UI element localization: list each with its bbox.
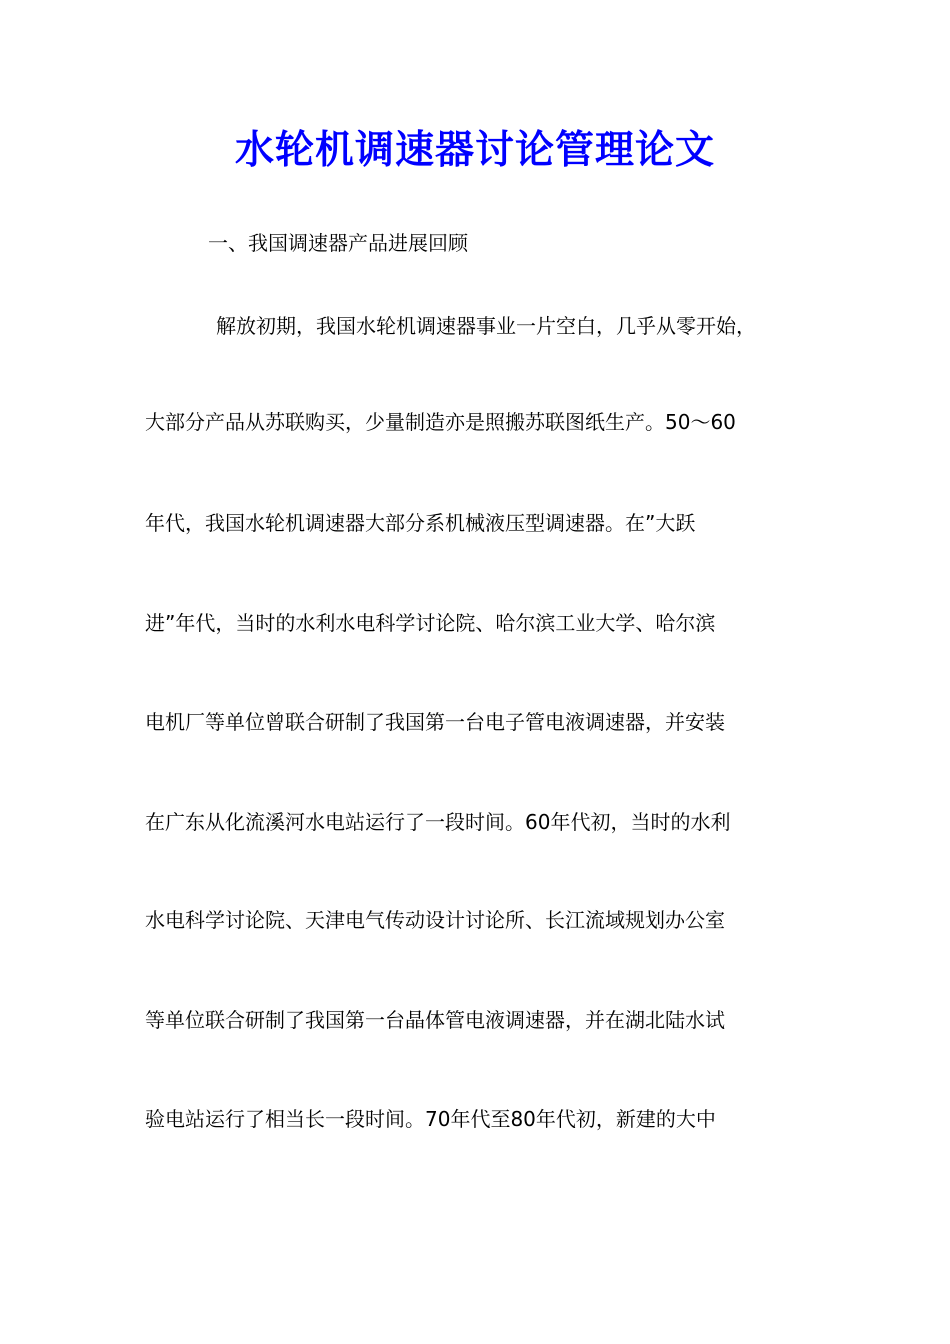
paragraph-line: 验电站运行了相当长一段时间。70年代至80年代初，新建的大中 [145,1107,716,1131]
section-heading: 一、我国调速器产品进展回顾 [208,231,468,255]
paragraph-line: 年代，我国水轮机调速器大部分系机械液压型调速器。在”大跃 [145,511,696,535]
paragraph-line: 解放初期，我国水轮机调速器事业一片空白，几乎从零开始， [216,314,756,338]
paragraph-line: 在广东从化流溪河水电站运行了一段时间。60年代初，当时的水利 [145,810,731,834]
paragraph-line: 大部分产品从苏联购买，少量制造亦是照搬苏联图纸生产。50～60 [145,410,736,434]
paragraph-line: 等单位联合研制了我国第一台晶体管电液调速器，并在湖北陆水试 [145,1008,725,1032]
paragraph-line: 水电科学讨论院、天津电气传动设计讨论所、长江流域规划办公室 [145,908,725,932]
paragraph-line: 电机厂等单位曾联合研制了我国第一台电子管电液调速器，并安装 [145,710,725,734]
document-title: 水轮机调速器讨论管理论文 [234,128,715,173]
paragraph-line: 进”年代，当时的水利水电科学讨论院、哈尔滨工业大学、哈尔滨 [145,611,716,635]
